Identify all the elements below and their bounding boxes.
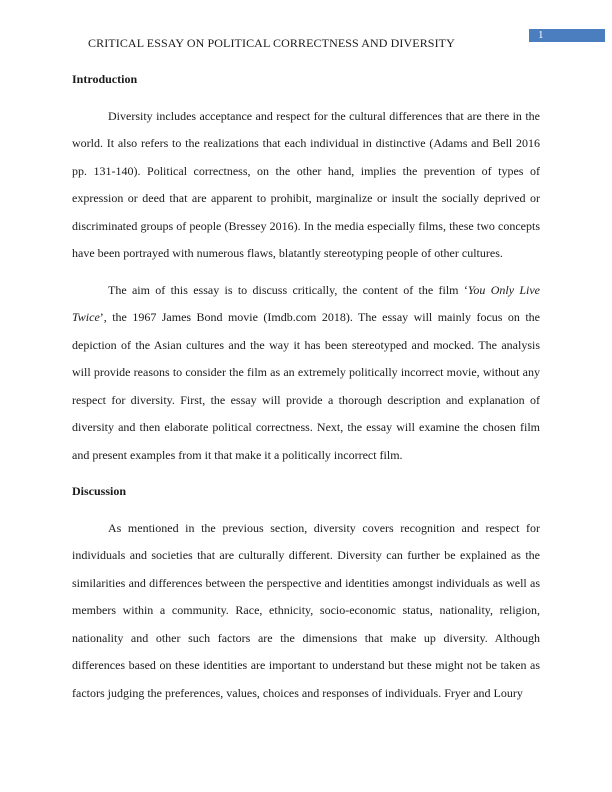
discussion-heading: Discussion [72,484,127,498]
introduction-paragraph-2 [72,277,540,470]
paragraph-2-rest: ’, the 1967 James Bond movie (Imdb.com 2018). The essay will mainly focus on the depiction of the Asian cultures and the way it has been stereotyped and mocked. The analysis will provide reasons to consider the film as an extremely politically incorrect movie, without any respect for diversity. First, the essay will provide a thorough description and explanation of diversity and then elaborate political correctness. Next, the essay will examine the chosen film and present examples from it that make it a politically incorrect film. [72,310,540,462]
paragraph-2-lead: The aim of this essay is to discuss critically, the content of the film ‘ [108,282,468,297]
film-title: You Only Live Twice [72,282,541,324]
introduction-paragraph-1: Diversity includes acceptance and respect for the cultural differences that are there in the world. It also refers to the realizations that each individual in distinctive (Adams and Bell 2016 pp. 131-140). Political correctness, on the other hand, implies the prevention of types of expression or deed that are apparent to prohibit, marginalize or insult the socially deprived or discriminated groups of people (Bressey 2016). In the media especially films, these two concepts have been portrayed with numerous flaws, blatantly stereotyping people of other cultures. [72,108,540,260]
page-number: 1 [529,29,605,42]
running-head: CRITICAL ESSAY ON POLITICAL CORRECTNESS AND DIVERSITY [88,36,455,50]
essay-body [72,66,540,716]
discussion-paragraph-1: As mentioned in the previous section, diversity covers recognition and respect for individuals and societies that are culturally different. Diversity can further be explained as the similarities and differences between the perspective and identities amongst individuals as well as members within a community. Race, ethnicity, socio-economic status, nationality, religion, nationality and other such factors are the dimensions that make up diversity. Although differences based on these identities are important to understand but these might not be taken as factors judging the preferences, values, choices and responses of individuals. Fryer and Loury [72,520,540,700]
introduction-heading: Introduction [72,72,138,86]
